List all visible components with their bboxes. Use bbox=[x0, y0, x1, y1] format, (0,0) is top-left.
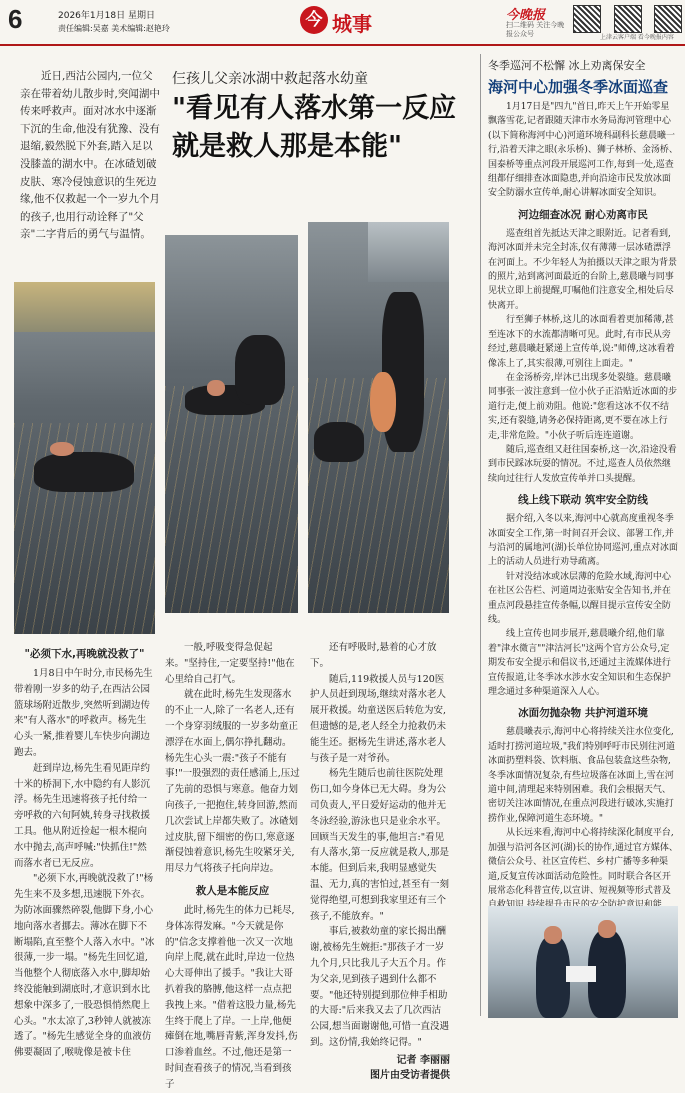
paragraph: 在金汤桥旁,岸沐已出现多处裂缝。慈晨曦同事张一波注意到一位小伙子正沿贴近冰面的步道行走,便上前劝阻。他说:"您看这冰不仅不结实,还有裂缝,请务必保持距离,更不要在冰上行走,非常危险。"小伙子听后连连道谢。 bbox=[488, 372, 678, 441]
paragraph: "必须下水,再晚就没救了!"杨先生来不及多想,迅速脱下外衣。为防冰面骤然碎裂,他脚下身,小心地向落水者挪去。薄冰在脚下不断塌陷,直至整个人落入水中。"冰很薄,一步一塌。"杨先生回忆道,当他整个人彻底落入水中,脚却始终没能触到湖底时,才意识到水比想象中深多了,一股恐惧悄然爬上心头。"水太凉了,3秒钟人就被冻透了。"杨先生感觉全身的血液仿佛要凝固了,喉咙像是被卡住 bbox=[14, 873, 155, 1059]
photo-credit: 图片由受访者提供 bbox=[370, 1069, 450, 1081]
lead-paragraph: 近日,西沽公园内,一位父亲在带着幼儿散步时,突闻湖中传来呼救声。面对冰水中逐渐下沉的生命,他没有犹豫、没有退缩,毅然脱下外套,踏入足以没膝盖的湖水中。在冰碴划破皮肤、寒冷侵蚀意识的生死边缘,他不仅救起一个一岁九个月的孩子,也用行动诠释了"父亲"二字背后的勇气与温情。 bbox=[20, 70, 160, 241]
subhead: 河边细查冰况 耐心劝离市民 bbox=[518, 208, 648, 221]
paragraph: 还有呼吸时,悬着的心才放下。 bbox=[310, 642, 437, 669]
qr-code-icon[interactable] bbox=[654, 5, 682, 33]
byline: 记者 李丽丽 bbox=[396, 1054, 450, 1066]
rescue-photo-2 bbox=[165, 235, 298, 613]
qr-code-icon[interactable] bbox=[573, 5, 601, 33]
paragraph: 1月17日是"四九"首日,昨天上午开始零星飘落雪花,记者跟随天津市水务局海河管理中心(以下简称海河中心)河道环境科副科长慈晨曦一行,沿着天津之眼(永乐桥)、狮子林桥、金汤桥、国泰桥等重点河段开展巡河工作,每到一处,巡查组都仔细排查冰面隐患,并向沿途市民发放冰面安全防溺水宣传单,耐心讲解冰面安全知识。 bbox=[488, 102, 678, 199]
paragraph: 随后,巡查组又赶往国泰桥,这一次,沿途没看到市民踩冰玩耍的情况。不过,巡查人员依然继续向过往行人发放宣传单并口头提醒。 bbox=[488, 444, 677, 484]
article-column-3 bbox=[310, 640, 450, 1081]
article-column-2 bbox=[165, 640, 300, 1093]
paragraph: 事后,被救幼童的家长揭出酬谢,被杨先生婉拒:"那孩子才一岁九个月,只比我儿子大五个月。作为父亲,见到孩子遇到什么都不要。"他还特别提到那位伸手相助的大哥:"后来我又去了几次西沽公园,想当面谢谢他,可惜一直没遇到。这份情,我始终记得。" bbox=[310, 926, 450, 1048]
qr-caption: 上津云客户端 看今晚报内容 bbox=[600, 34, 674, 41]
paragraph: 行至狮子林桥,这儿的冰面看着更加稀薄,甚至连冰下的水流都清晰可见。此时,有市民从旁经过,慈晨曦赶紧递上宣传单,说:"师傅,这冰看着像冻上了,其实很薄,可别往上面走。" bbox=[488, 315, 675, 369]
qr-code-icon[interactable] bbox=[614, 5, 642, 33]
masthead bbox=[0, 0, 685, 46]
right-kicker: 冬季巡河不松懈 冰上劝离保安全 bbox=[488, 59, 646, 72]
subhead: 冰面勿抛杂物 共护河道环境 bbox=[518, 707, 648, 720]
article-headline: "看见有人落水第一反应就是救人那是本能" bbox=[172, 93, 457, 162]
paragraph: 慈晨曦表示,海河中心将持续关注水位变化,适时打捞河道垃圾,"我们特别呼吁市民别往河道冰面扔塑料袋、饮料瓶、食品包装盒这些杂物,冬季冰面情况复杂,有些垃圾落在冰面上,雪在河道中间,清理起来特别困难。我们会根据天气、密切关注冰面情况,在重点河段进行破冰,实施打捞作业,保障河道生态环境。" bbox=[488, 727, 676, 824]
inspection-photo bbox=[488, 906, 678, 1018]
paragraph: 一般,呼吸变得急促起来。"坚持住,一定要坚持!"他在心里给自己打气。 bbox=[165, 642, 295, 685]
paragraph: 据介绍,入冬以来,海河中心就高度重视冬季冰面安全工作,第一时间召开会议、部署工作,并与沿河的属地河(湖)长单位协同巡河,重点对冰面上的活动人员进行劝导疏离。 bbox=[488, 514, 678, 568]
article-kicker: 仨孩儿父亲冰湖中救起落水幼童 bbox=[172, 71, 368, 87]
paragraph: 杨先生随后也前往医院处理伤口,如今身体已无大碍。身为公司负责人,平日爱好运动的他并无冬泳经验,游泳也只是业余水平。回顾当天发生的事,他坦言:"看见有人落水,第一反应就是救人,那是本能。但到后来,我明显感觉失温、无力,真的害怕过,甚至有一刻觉得绝望,可想到我家里还有三个孩子,不能放弃。" bbox=[310, 768, 450, 922]
subhead: 线上线下联动 筑牢安全防线 bbox=[518, 494, 648, 507]
brand-subtitle: 扫二维码 关注今晚报公众号 bbox=[506, 21, 565, 38]
right-headline: 海河中心加强冬季冰面巡查 bbox=[488, 78, 669, 96]
subhead: "必须下水,再晚就没救了" bbox=[24, 648, 145, 660]
article-column-1 bbox=[14, 640, 155, 1061]
section-logo: 今 bbox=[300, 6, 328, 34]
paragraph: 此时,杨先生的体力已耗尽,身体冻得发麻。"今天就是你的"信念支撑着他一次又一次地向岸上爬,就在此时,岸边一位热心大哥伸出了援手。"我让大哥扒着我的胳膊,他这样一点点把我拽上来。"借着这股力量,杨先生终于爬上了岸。一上岸,他便瘫倒在地,嘴唇青紫,浑身发抖,伤口渗着血丝。不过,他还是第一时间查看孩子的情况,当看到孩子 bbox=[165, 904, 298, 1090]
rescue-photo-3 bbox=[308, 222, 449, 613]
page-number: 6 bbox=[8, 4, 23, 34]
brand-logo: 今晚报 bbox=[506, 8, 546, 23]
paragraph: 线上宣传也同步展开,慈晨曦介绍,他们靠着"津水微言""津沽河长"这两个官方公众号,定期发布安全提示和倡议书,还通过主流媒体进行宣传报道,让冬季冰水涉水安全知识和生态保护理念通过多种渠道深入人心。 bbox=[488, 629, 671, 698]
issue-date: 2026年1月18日 星期日 bbox=[58, 11, 155, 21]
paragraph: 就在此时,杨先生发现落水的不止一人,除了一名老人,还有一个身穿羽绒服的一岁多幼童正漂浮在水面上,偶尔挣扎翻动。杨先生心头一震:"孩子不能有事!"一股强烈的责任感涌上,压过了先前的恐惧与寒意。他奋力划向孩子,一把抱住,转身回游,然而几次尝试上岸都失败了。冰碴划过皮肤,留下细密的伤口,寒意逐渐侵蚀着意识,杨先生咬紧牙关,用尽力气将孩子托向岸边。 bbox=[165, 689, 300, 875]
rescue-photo-1 bbox=[14, 282, 155, 634]
section-title: 城事 bbox=[332, 12, 372, 36]
editors-line: 责任编辑:吴嘉 美术编辑:赵艳玲 bbox=[58, 24, 170, 33]
paragraph: 从长远来看,海河中心将持续深化制度平台,加强与沿河各区河(湖)长的协作,通过官方媒体、微信公众号、社区宣传栏、乡村广播等多种渠道,反复宣传冰面活动危险性。同时联合各区开展常态化科普宣传,以宣讲、短视频等形式普及 bbox=[488, 828, 678, 896]
subhead: 救人是本能反应 bbox=[195, 884, 270, 897]
column-divider bbox=[480, 54, 481, 1016]
paragraph: 随后,119救援人员与120医护人员赶到现场,继续对落水老人展开救援。幼童送医后转危为安,但遗憾的是,老人经全力抢救仍未能生还。据杨先生讲述,落水老人与孩子是一对爷孙。 bbox=[310, 673, 447, 764]
paragraph: 1月8日中午时分,市民杨先生带着刚一岁多的幼子,在西沽公园篮球场附近散步,突然听到湖边传来"有人落水"的呼救声。杨先生心头一紧,推着婴儿车快步向湖边跑去。 bbox=[14, 668, 153, 758]
paragraph: 针对没结冰或冰层薄的危险水域,海河中心在社区公告栏、河道周边张贴安全告知书,并在重点河段悬挂宣传条幅,以醒目提示宣传安全防线。 bbox=[488, 571, 671, 625]
paragraph: 巡查组首先抵达天津之眼附近。记者看到,海河冰面并未完全封冻,仅有薄薄一层冰碴漂浮在河面上。不少年轻人为拍摄以天津之眼为背景的照片,站到离河面最近的台阶上,慈晨曦与同事见状立即上前提醒,叮嘱他们注意安全,相处后尽快离开。 bbox=[488, 228, 678, 311]
paragraph: 赶到岸边,杨先生看见距岸约十米的桥洞下,水中隐约有人影沉浮。杨先生迅速将孩子托付给一旁呼救的六旬阿姨,转身寻找救援工具。他从附近捡起一根木棍向水中抛去,高声呼喊:"快抓住!"然而落水者已无反应。 bbox=[14, 762, 151, 869]
right-article bbox=[488, 100, 678, 942]
